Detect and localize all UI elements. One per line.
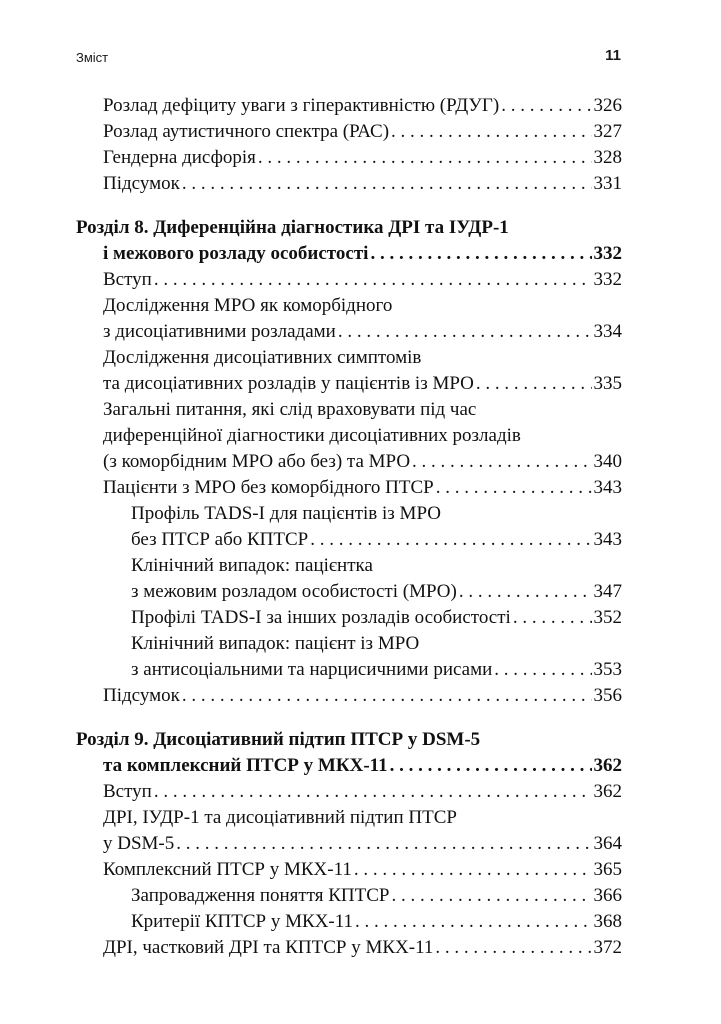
toc-entry[interactable] [76,119,622,145]
toc-entry-page: 356 [593,685,622,706]
toc-entry[interactable]: ДРІ, частковий ДРІ та КПТСР у МКХ-11 . . . 372 [76,935,622,961]
toc-entry[interactable]: Дослідження МРО як коморбідного [103,295,393,316]
toc-subentry-cont[interactable]: з антисоціальними та нарцисичними рисами . . . 353 [76,657,622,683]
toc-entry-page: 331 [593,173,622,194]
toc-subentry[interactable]: Профілі TADS-I за інших розладів особистості . . . 352 [76,605,622,631]
toc-entry-page: 326 [593,95,622,116]
toc-subentry-cont[interactable]: без ПТСР або КПТСР . . . 343 [76,527,622,553]
toc-entry[interactable]: Комплексний ПТСР у МКХ-11 . . . 365 [76,857,622,883]
toc-subentry[interactable]: Клінічний випадок: пацієнт із МРО [131,633,420,654]
toc-entry-page: 365 [593,859,622,880]
toc-entry[interactable] [76,145,622,171]
toc-entry-page: 352 [593,607,622,628]
toc-entry-cont[interactable]: диференційної діагностики дисоціативних розладів [103,425,521,446]
chapter-8-heading[interactable]: Розділ 8. Диференційна діагностика ДРІ та ІУДР-1 [76,217,509,238]
toc-entry-cont[interactable]: (з коморбідним МРО або без) та МРО . . . 340 [76,449,622,475]
toc-entry[interactable] [76,93,622,119]
toc-entry[interactable]: Загальні питання, які слід враховувати під час [103,399,477,420]
toc-entry-title: Розлад аутистичного спектра (РАС) [103,121,390,142]
chapter-9-heading[interactable]: Розділ 9. Дисоціативний підтип ПТСР у DSM-5 [76,729,481,750]
running-title: Зміст [76,50,109,65]
toc-entry-page: 364 [593,833,622,854]
toc-entry-cont[interactable]: та дисоціативних розладів у пацієнтів із МРО . . . 335 [76,371,622,397]
toc-entry[interactable]: Вступ . . . 362 [76,779,622,805]
toc-entry[interactable]: ДРІ, ІУДР-1 та дисоціативний підтип ПТСР [103,807,457,828]
toc-entry-title: Підсумок [103,173,180,194]
toc-entry-page: 327 [593,121,622,142]
toc-entry[interactable]: Вступ . . . 332 [76,267,622,293]
toc-entry-page: 335 [593,373,622,394]
toc-entry[interactable]: Пацієнти з МРО без коморбідного ПТСР . . . 343 [76,475,622,501]
toc-subentry[interactable]: Клінічний випадок: пацієнтка [131,555,373,576]
toc-subentry[interactable]: Профіль TADS-I для пацієнтів із МРО [131,503,441,524]
toc-entry-cont[interactable]: у DSM-5 . . . 364 [76,831,622,857]
toc-entry-page: 362 [593,781,622,802]
toc-entry-title: Розлад дефіциту уваги з гіперактивністю (РДУГ) [103,95,500,116]
toc-subentry[interactable]: Запровадження поняття КПТСР . . . 366 [76,883,622,909]
toc-entry-page: 347 [593,581,622,602]
toc-entry[interactable]: Підсумок . . . 356 [76,683,622,709]
toc-entry[interactable]: Дослідження дисоціативних симптомів [103,347,422,368]
chapter-8-heading-cont[interactable]: і межового розладу особистості . . . 332 [76,241,622,267]
toc-entry-page: 353 [593,659,622,680]
chapter-9-heading-cont[interactable]: та комплексний ПТСР у МКХ-11 . . . 362 [76,753,622,779]
toc-entry-page: 332 [593,269,622,290]
toc-entry-page: 334 [593,321,622,342]
toc-entry-page: 332 [593,243,622,264]
toc-entry-page: 340 [593,451,622,472]
page-number: 11 [605,47,621,64]
toc-subentry-cont[interactable]: з межовим розладом особистості (МРО) . . . 347 [76,579,622,605]
table-of-contents [76,93,622,961]
toc-entry-page: 343 [593,529,622,550]
toc-entry-page: 328 [593,147,622,168]
toc-subentry[interactable]: Критерії КПТСР у МКХ-11 . . . 368 [76,909,622,935]
toc-entry-page: 372 [593,937,622,958]
toc-entry-page: 343 [593,477,622,498]
toc-entry-title: Гендерна дисфорія [103,147,256,168]
toc-entry-page: 366 [593,885,622,906]
toc-entry-page: 362 [593,755,622,776]
toc-entry[interactable] [76,171,622,197]
toc-entry-page: 368 [593,911,622,932]
toc-entry-cont[interactable]: з дисоціативними розладами . . . 334 [76,319,622,345]
